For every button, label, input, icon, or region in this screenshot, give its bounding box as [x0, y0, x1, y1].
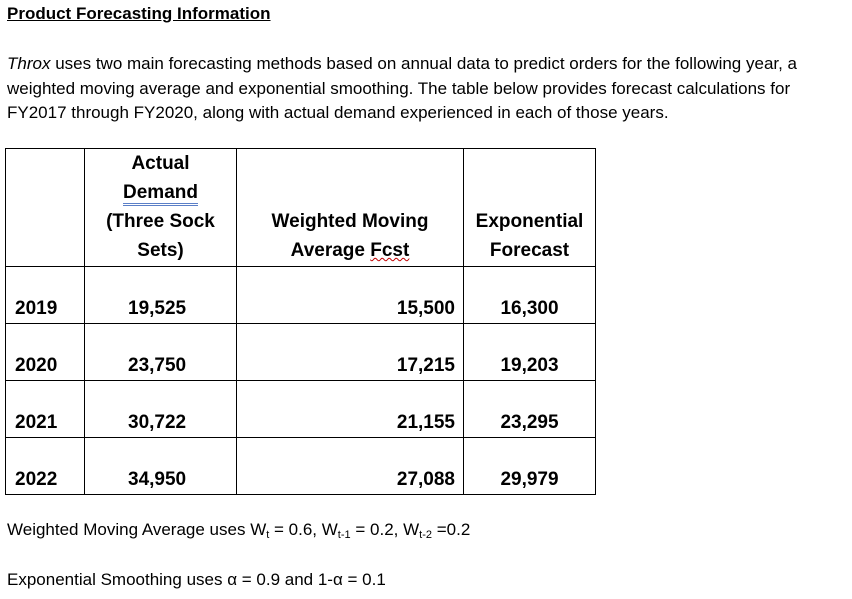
- cell-exp: 19,203: [464, 324, 596, 381]
- wma-note-v2: = 0.2, W: [350, 520, 420, 539]
- exp-smoothing-note: Exponential Smoothing uses α = 0.9 and 1-α = 0.1: [7, 570, 386, 589]
- header-year: [6, 149, 85, 267]
- cell-actual: 34,950: [85, 438, 237, 495]
- cell-actual: 23,750: [85, 324, 237, 381]
- wma-weights-note: [7, 520, 470, 541]
- cell-wma: 21,155: [237, 381, 464, 438]
- table-row: [6, 324, 596, 381]
- header-exp-l1: Exponential: [475, 211, 584, 232]
- wma-note-sub-t1: t-1: [337, 529, 351, 541]
- header-exponential: [464, 149, 596, 267]
- wma-note-sub-t2: t-2: [419, 529, 432, 541]
- table-header-row: [6, 149, 596, 267]
- wma-note-prefix: Weighted Moving Average uses W: [7, 520, 267, 539]
- header-exp-l2: Forecast: [489, 240, 570, 261]
- header-wma-l2a: Average: [290, 240, 371, 261]
- cell-actual: 19,525: [85, 267, 237, 324]
- intro-paragraph: [7, 52, 847, 126]
- header-actual-l4: Sets): [137, 240, 184, 261]
- intro-text: uses two main forecasting methods based on annual data to predict orders for the following year, a weighted moving average and exponential smoothing. The table below provides forecast calculations for FY2017 through FY2020, along with actual demand experienced in each of those years.: [7, 54, 798, 122]
- section-heading: Product Forecasting Information: [7, 4, 271, 23]
- header-wma: [237, 149, 464, 267]
- header-actual-demand: [85, 149, 237, 267]
- cell-exp: 16,300: [464, 267, 596, 324]
- forecast-table: [5, 148, 596, 495]
- cell-actual: 30,722: [85, 381, 237, 438]
- table-row: [6, 267, 596, 324]
- wma-note-sub-t: t: [266, 529, 270, 541]
- cell-exp: 23,295: [464, 381, 596, 438]
- table-row: [6, 381, 596, 438]
- cell-year: 2022: [6, 438, 85, 495]
- header-actual-l2: Demand: [123, 182, 198, 206]
- cell-year: 2021: [6, 381, 85, 438]
- cell-year: 2020: [6, 324, 85, 381]
- company-name: Throx: [7, 54, 51, 73]
- cell-year: 2019: [6, 267, 85, 324]
- wma-note-v1: = 0.6, W: [269, 520, 338, 539]
- header-wma-l2b: Fcst: [370, 240, 410, 261]
- table-row: [6, 438, 596, 495]
- header-actual-l3: (Three Sock: [106, 211, 215, 232]
- header-actual-l1: Actual: [131, 153, 190, 174]
- cell-wma: 15,500: [237, 267, 464, 324]
- wma-note-v3: =0.2: [431, 520, 471, 539]
- cell-exp: 29,979: [464, 438, 596, 495]
- cell-wma: 17,215: [237, 324, 464, 381]
- header-wma-l1: Weighted Moving: [271, 211, 429, 232]
- cell-wma: 27,088: [237, 438, 464, 495]
